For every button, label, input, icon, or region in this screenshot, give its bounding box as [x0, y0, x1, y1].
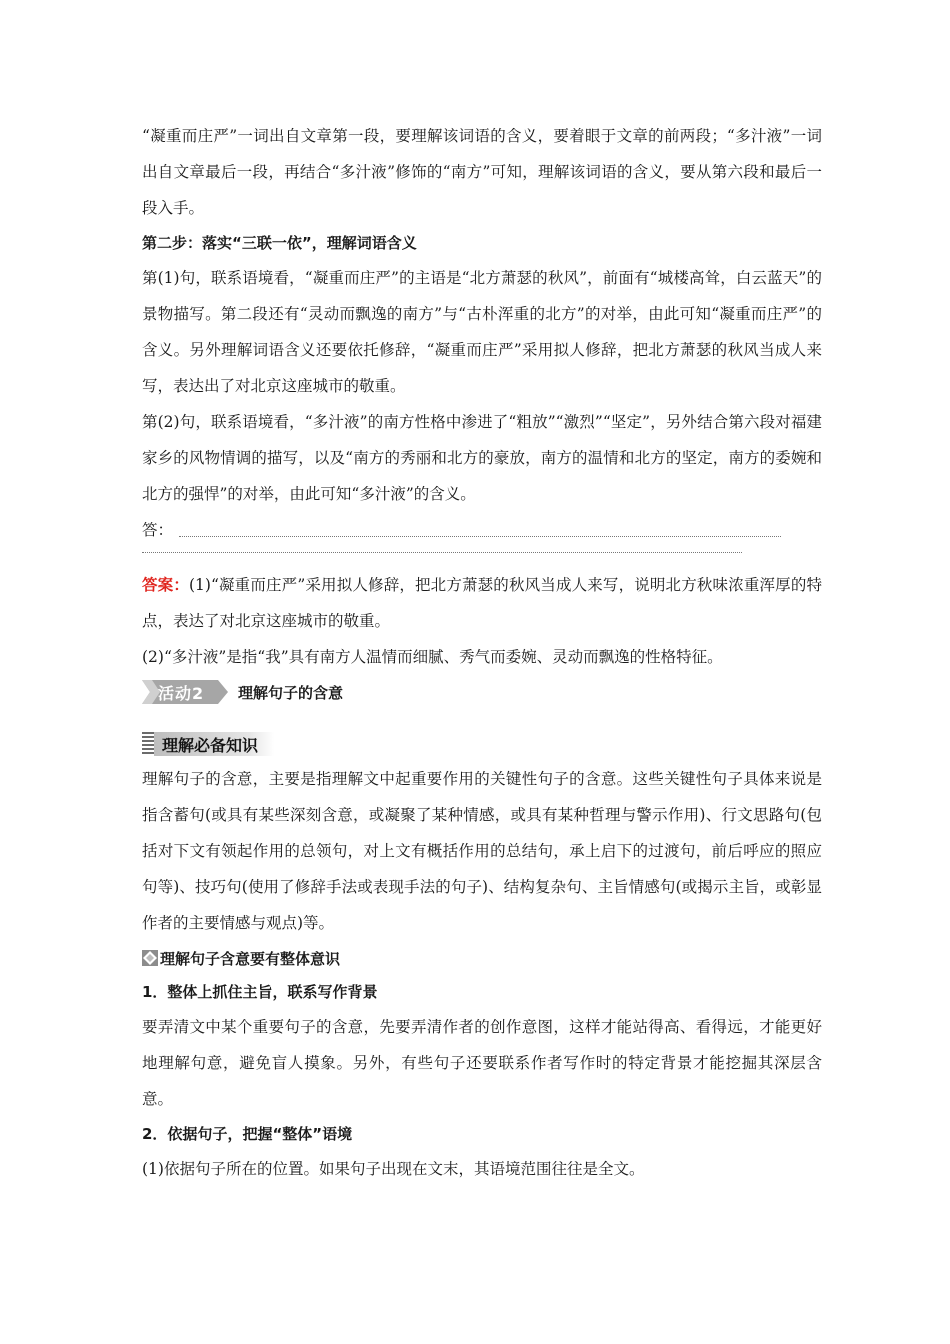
- item1-heading: 1．整体上抓住主旨，联系写作背景: [142, 983, 378, 1001]
- item2-text: (1)依据句子所在的位置。如果句子出现在文末，其语境范围往往是全文。: [142, 1160, 645, 1178]
- answer-paragraph-2: (2)“多汁液”是指“我”具有南方人温情而细腻、秀气而委婉、灵动而飘逸的性格特征。: [142, 648, 723, 666]
- step2-paragraph-2: 第(2)句，联系语境看，“多汁液”的南方性格中渗进了“粗放”“激烈”“坚定”，另外结合第六段对福建家乡的风物情调的描写，以及“南方的秀丽和北方的豪放，南方的温情和北方的坚定，南方的委婉和北方的强悍”的对举，由此可知“多汁液”的含义。: [142, 413, 822, 503]
- knowledge-section-bar: [142, 731, 822, 757]
- item1-text: 要弄清文中某个重要句子的含意，先要弄清作者的创作意图，这样才能站得高、看得远，才能更好地理解句意，避免盲人摸象。另外，有些句子还要联系作者写作时的特定背景才能挖掘其深层含意。: [142, 1018, 822, 1108]
- section-bar-body: [154, 732, 274, 756]
- answer-paragraph-1: [142, 567, 822, 639]
- answer-prompt-label: 答：: [142, 521, 174, 539]
- step2-paragraph-1: 第(1)句，联系语境看，“凝重而庄严”的主语是“北方萧瑟的秋风”，前面有“城楼高耸，白云蓝天”的景物描写。第二段还有“灵动而飘逸的南方”与“古朴浑重的北方”的对举，由此可知“凝重而庄严”的含义。另外理解词语含义还要依托修辞，“凝重而庄严”采用拟人修辞，把北方萧瑟的秋风当成人来写，表达出了对北京这座城市的敬重。: [142, 269, 822, 395]
- item2-heading: 2．依据句子，把握“整体”语境: [142, 1125, 353, 1143]
- sub-heading: 理解句子含意要有整体意识: [160, 949, 341, 968]
- knowledge-bar-title: 理解必备知识: [162, 735, 259, 755]
- activity-badge-label: 活动2: [158, 683, 205, 703]
- answer-blank-line-2[interactable]: [142, 552, 742, 553]
- activity-title: 理解句子的含意: [238, 683, 344, 702]
- document-page: [142, 118, 822, 1187]
- answer-blank-line-1[interactable]: [179, 536, 781, 537]
- section-bar-stripes: [142, 732, 154, 756]
- intro-paragraph: “凝重而庄严”一词出自文章第一段，要理解该词语的含义，要着眼于文章的前两段；“多汁液”一词出自文章最后一段，再结合“多汁液”修饰的“南方”可知，理解该词语的含义，要从第六段和最后一段入手。: [142, 127, 822, 217]
- activity-header: [142, 675, 822, 709]
- step2-heading: 第二步：落实“三联一依”，理解词语含义: [142, 234, 417, 252]
- diamond-icon: [142, 950, 158, 966]
- answer-label: 答案：: [142, 576, 189, 594]
- knowledge-intro: 理解句子的含意，主要是指理解文中起重要作用的关键性句子的含意。这些关键性句子具体来说是指含蓄句(或具有某些深刻含意，或凝聚了某种情感，或具有某种哲理与警示作用)、行文思路句(包括对下文有领起作用的总领句，对上文有概括作用的总结句，承上启下的过渡句，前后呼应的照应句等)、技巧句(使用了修辞手法或表现手法的句子)、结构复杂句、主旨情感句(或揭示主旨，或彰显作者的主要情感与观点)等。: [142, 770, 822, 932]
- answer-text-1: (1)“凝重而庄严”采用拟人修辞，把北方萧瑟的秋风当成人来写，说明北方秋味浓重浑厚的特点，表达了对北京这座城市的敬重。: [142, 576, 822, 630]
- activity-badge: [142, 680, 228, 704]
- answer-prompt-line: [142, 512, 822, 548]
- sub-heading-row: [142, 941, 822, 975]
